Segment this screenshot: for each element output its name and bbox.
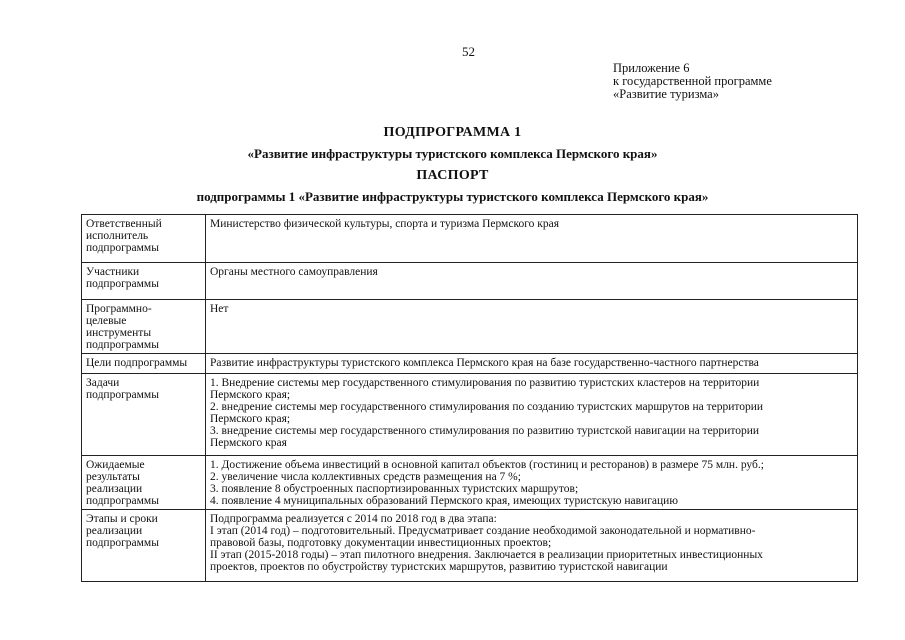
label-line: подпрограммы [86, 495, 159, 507]
row-value [206, 263, 858, 300]
label-line: реализации [86, 483, 143, 495]
table-row [82, 374, 858, 456]
value-line: проектов, проектов по обустройству туристских маршрутов, развитию туристской навигации [210, 561, 668, 573]
appendix-line-2: к государственной программе [613, 74, 772, 88]
value-line: Министерство физической культуры, спорта и туризма Пермского края [210, 218, 559, 230]
value-line: 3. внедрение системы мер государственного стимулирования по развитию туристской навигации на территории [210, 425, 760, 437]
value-line: 2. увеличение числа коллективных средств размещения на 7 %; [210, 471, 521, 483]
appendix-line-1: Приложение 6 [613, 61, 690, 75]
value-line: 1. Внедрение системы мер государственного стимулирования по развитию туристских кластеров на территории [210, 377, 760, 389]
label-line: результаты [86, 471, 140, 483]
table-row [82, 300, 858, 354]
value-line: Органы местного самоуправления [210, 266, 378, 278]
label-line: реализации [86, 525, 143, 537]
row-value [206, 215, 858, 263]
row-label [82, 374, 206, 456]
label-line: исполнитель [86, 230, 149, 242]
appendix-note [613, 62, 772, 101]
appendix-line-3: «Развитие туризма» [613, 87, 719, 101]
table-row [82, 354, 858, 374]
table-row [82, 510, 858, 582]
label-line: Участники [86, 266, 140, 278]
row-label [82, 354, 206, 374]
table-row [82, 215, 858, 263]
label-line: Этапы и сроки [86, 513, 158, 525]
label-line: целевые [86, 315, 127, 327]
value-line: правовой базы, подготовку документации инвестиционных проектов; [210, 537, 552, 549]
row-label [82, 456, 206, 510]
row-value [206, 374, 858, 456]
row-value [206, 300, 858, 354]
value-line: Нет [210, 303, 229, 315]
label-line: Задачи [86, 377, 120, 389]
value-line: 4. появление 4 муниципальных образований Пермского края, имеющих туристскую навигацию [210, 495, 678, 507]
value-line: Подпрограмма реализуется с 2014 по 2018 год в два этапа: [210, 513, 497, 525]
label-line: подпрограммы [86, 537, 159, 549]
value-line: Пермского края [210, 437, 287, 449]
label-line: Ответственный [86, 218, 162, 230]
passport-subtitle: подпрограммы 1 «Развитие инфраструктуры туристского комплекса Пермского края» [196, 189, 709, 204]
label-line: Программно- [86, 303, 152, 315]
value-line: 3. появление 8 обустроенных паспортизированных туристских маршрутов; [210, 483, 579, 495]
label-line: подпрограммы [86, 339, 159, 351]
value-line: Развитие инфраструктуры туристского комплекса Пермского края на базе государственно-частного партнерства [210, 357, 759, 369]
subprogram-heading: ПОДПРОГРАММА 1 [383, 125, 522, 140]
row-label [82, 215, 206, 263]
row-value [206, 456, 858, 510]
row-label [82, 263, 206, 300]
label-line: подпрограммы [86, 389, 159, 401]
label-line: Цели подпрограммы [86, 357, 188, 369]
passport-table [81, 214, 858, 582]
passport-heading: ПАСПОРТ [416, 168, 489, 183]
value-line: 1. Достижение объема инвестиций в основной капитал объектов (гостиниц и ресторанов) в размере 75 млн. руб.; [210, 459, 764, 471]
row-value [206, 510, 858, 582]
subprogram-name: «Развитие инфраструктуры туристского комплекса Пермского края» [247, 146, 658, 161]
label-line: Ожидаемые [86, 459, 145, 471]
row-label [82, 510, 206, 582]
table-row [82, 456, 858, 510]
table-row [82, 263, 858, 300]
label-line: подпрограммы [86, 278, 159, 290]
row-value [206, 354, 858, 374]
value-line: 2. внедрение системы мер государственного стимулирования по созданию туристских маршрутов на территории [210, 401, 764, 413]
label-line: подпрограммы [86, 242, 159, 254]
value-line: I этап (2014 год) – подготовительный. Предусматривает создание необходимой законодательной и нормативно- [210, 525, 756, 537]
value-line: II этап (2015-2018 годы) – этап пилотного внедрения. Заключается в реализации приоритетных инвестиционных [210, 549, 763, 561]
label-line: инструменты [86, 327, 152, 339]
value-line: Пермского края; [210, 413, 291, 425]
row-label [82, 300, 206, 354]
page-number: 52 [462, 44, 475, 59]
value-line: Пермского края; [210, 389, 291, 401]
